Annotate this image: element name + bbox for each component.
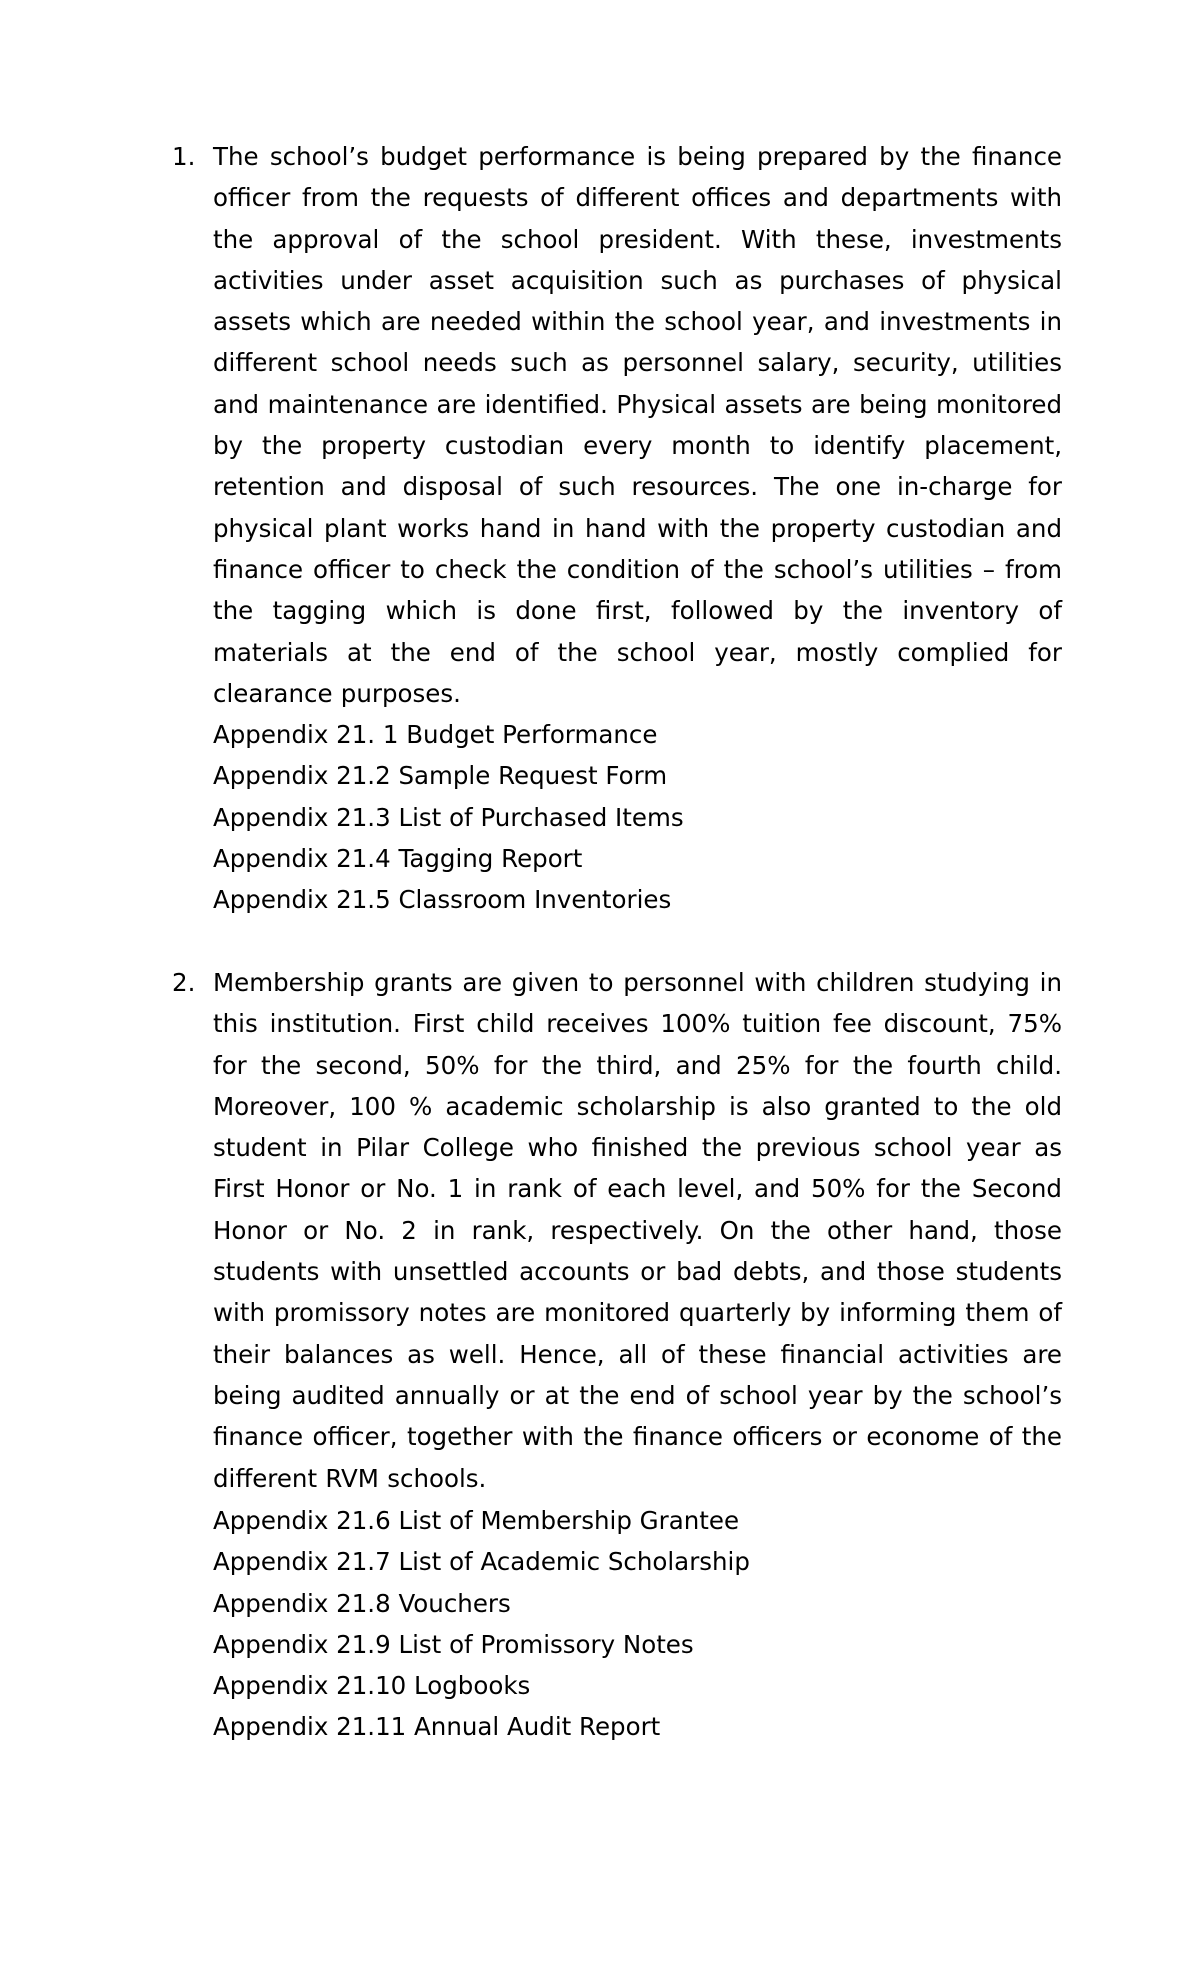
appendix-item: Appendix 21.10 Logbooks: [213, 1671, 531, 1701]
appendix-item: Appendix 21.11 Annual Audit Report: [213, 1712, 661, 1742]
appendix-list-1: [213, 714, 684, 920]
appendix-item: Appendix 21. 1 Budget Performance: [213, 720, 658, 749]
appendix-item: Appendix 21.2 Sample Request Form: [213, 761, 668, 791]
numbered-paragraph-2: [172, 962, 1062, 1499]
appendix-item: Appendix 21.9 List of Promissory Notes: [213, 1629, 694, 1659]
appendix-item: Appendix 21.6 List of Membership Grantee: [213, 1506, 740, 1535]
appendix-item: Appendix 21.7 List of Academic Scholarship: [213, 1547, 750, 1577]
appendix-item: Appendix 21.8 Vouchers: [213, 1588, 511, 1618]
paragraph-text: Membership grants are given to personnel with children studying in this institution. First child receives 100% tuition fee discount, 75% for the second, 50% for the third, and 25% for the fourth child. Moreover, 100 % academic scholarship is also granted to the old student in Pilar College who finished the previous school year as First Honor or No. 1 in rank of each level, and 50% for the Second Honor or No. 2 in rank, respectively. On the other hand, those students with unsettled accounts or bad debts, and those students with promissory notes are monitored quarterly by informing them of their balances as well. Hence, all of these financial activities are being audited annually or at the end of school year by the school’s finance officer, together with the finance officers or econome of the different RVM schools.: [213, 968, 1062, 1493]
item-number: 2.: [172, 968, 196, 997]
numbered-paragraph-1: [172, 136, 1062, 714]
appendix-item: Appendix 21.3 List of Purchased Items: [213, 802, 684, 832]
appendix-item: Appendix 21.5 Classroom Inventories: [213, 885, 672, 915]
item-number: 1.: [172, 142, 196, 171]
appendix-item: Appendix 21.4 Tagging Report: [213, 843, 583, 873]
appendix-list-2: [213, 1500, 750, 1748]
paragraph-text: The school’s budget performance is being prepared by the finance officer from the requests of different offices and departments with the approval of the school president. With these, investments activities under asset acquisition such as purchases of physical assets which are needed within the school year, and investments in different school needs such as personnel salary, security, utilities and maintenance are identified. Physical assets are being monitored by the property custodian every month to identify placement, retention and disposal of such resources. The one in-charge for physical plant works hand in hand with the property custodian and finance officer to check the condition of the school’s utilities – from the tagging which is done first, followed by the inventory of materials at the end of the school year, mostly complied for clearance purposes.: [213, 142, 1062, 708]
